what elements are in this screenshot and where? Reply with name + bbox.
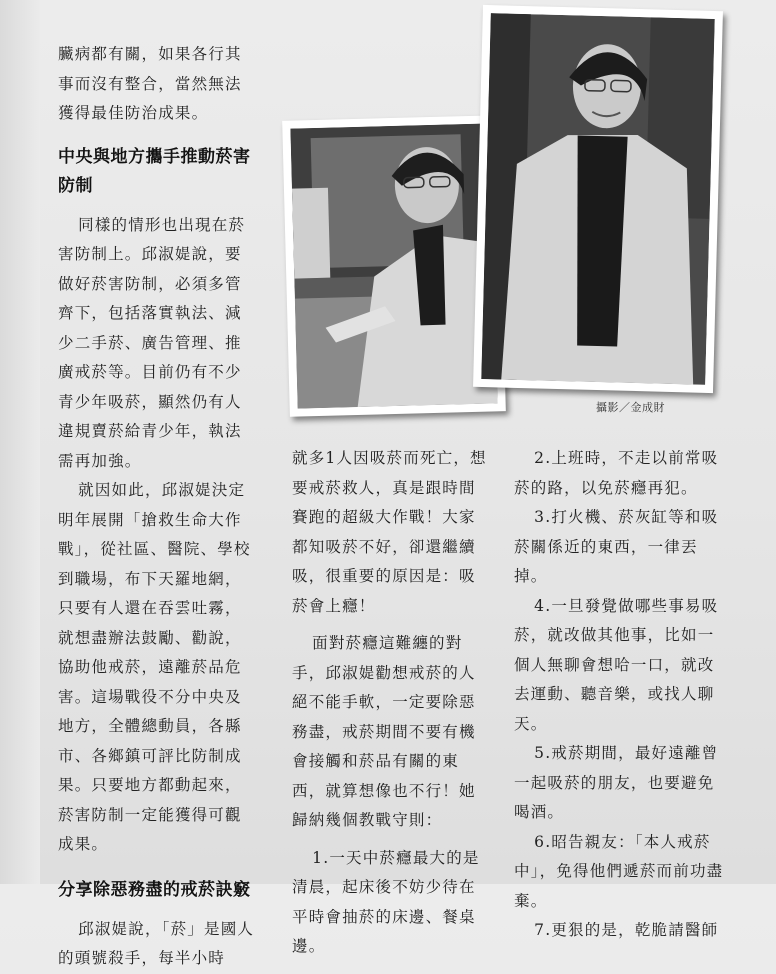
right-column — [514, 444, 726, 946]
tip-item: 4.一旦發覺做哪些事易吸菸，就改做其他事，比如一個人無聊會想哈一口，就改去運動、聽音樂，或找人聊天。 — [514, 596, 719, 733]
paragraph: 邱淑媞說，「菸」是國人的頭號殺手，每半小時 — [58, 919, 255, 967]
tip-item: 1.一天中菸癮最大的是清晨，起床後不妨少待在平時會抽菸的床邊、餐桌邊。 — [292, 848, 480, 955]
paragraph-continued: 臟病都有關，如果各行其事而沒有整合，當然無法獲得最佳防治成果。 — [58, 45, 242, 122]
section-heading-quit-tips: 分享除惡務盡的戒菸訣竅 — [58, 879, 251, 900]
paragraph: 同樣的情形也出現在菸害防制上。邱淑媞說，要做好菸害防制，必須多管齊下，包括落實執法、減少二手菸、廣告管理、推廣戒菸等。目前仍有不少青少年吸菸，顯然仍有人違規賣菸給青少年，執法需再加強。 — [58, 215, 246, 470]
tip-item: 7.更狠的是，乾脆請醫師 — [534, 921, 719, 939]
tip-item: 3.打火機、菸灰缸等和吸菸關係近的東西，一律丟掉。 — [514, 508, 719, 585]
paragraph: 面對菸癮這難纏的對手，邱淑媞勸想戒菸的人絕不能手軟，一定要除惡務盡，戒菸期間不要有機會接觸和菸品有關的東西，就算想像也不行！她歸納幾個教戰守則： — [292, 634, 476, 829]
photo-woman-standing — [473, 5, 723, 393]
photo-caption: 攝影／金成財 — [596, 401, 665, 414]
photo-woman-at-desk — [282, 115, 506, 417]
paragraph-continued: 就多1人因吸菸而死亡，想要戒菸救人，真是跟時間賽跑的超級大作戰！大家都知吸菸不好，卻還繼續吸，很重要的原因是：吸菸會上癮！ — [292, 449, 487, 615]
tip-item: 2.上班時，不走以前常吸菸的路，以免菸癮再犯。 — [514, 449, 719, 497]
tip-item: 5.戒菸期間，最好遠離曾一起吸菸的朋友，也要避免喝酒。 — [514, 744, 719, 821]
photo-woman-at-desk-image — [290, 123, 497, 408]
section-heading-central-local: 中央與地方攜手推動菸害防制 — [58, 146, 251, 196]
paragraph: 就因如此，邱淑媞決定明年展開「搶救生命大作戰」，從社區、醫院、學校到職場，布下天羅地網，只要有人還在吞雲吐霧，就想盡辦法鼓勵、勸說，協助他戒菸，遠離菸品危害。這場戰役不分中央及地方，全體總動員，各縣市、各鄉鎮可評比防制成果。只要地方都動起來，菸害防制一定能獲得可觀成果。 — [58, 481, 251, 853]
photo-woman-standing-image — [481, 13, 715, 385]
page-gutter — [0, 0, 40, 884]
left-column — [58, 40, 258, 974]
tip-item: 6.昭告親友：「本人戒菸中」，免得他們遞菸而前功盡棄。 — [514, 832, 724, 910]
